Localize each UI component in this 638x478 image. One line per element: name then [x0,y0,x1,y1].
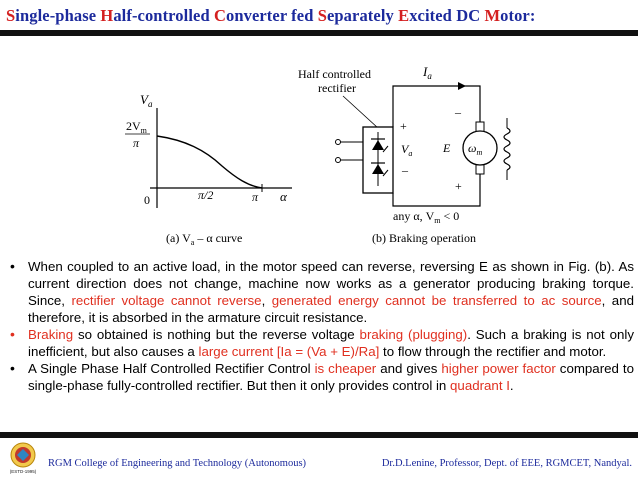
bullet-text: . [509,378,514,393]
emf-minus: – [455,105,461,119]
x-axis-label: α [280,189,287,204]
bullet-text: so obtained is nothing but the reverse voltage [73,327,360,342]
footer [0,440,638,478]
figure-area [0,40,638,250]
bullet-text: , [261,293,272,308]
title-segment: DC [456,6,485,25]
rectifier-label-line2: rectifier [318,81,356,95]
title-segment: E [398,6,410,25]
title-segment: S [317,6,327,25]
figures-svg [0,40,638,250]
title-segment: H [100,6,114,25]
current-label: $I_a$ [423,64,432,81]
title-segment: otor: [500,6,536,25]
highlighted-text: higher power factor [441,361,556,376]
origin-label: 0 [144,193,150,207]
ac-terminal-top [336,140,341,145]
x-tick-pi-half: π/2 [198,188,214,202]
y-top-tick-denominator: π [133,136,140,150]
va-curve [157,136,262,188]
motor-speed-label: $\omega_m$ [468,141,483,157]
bullet-text: . Such a braking is not only inefficient, but also causes a [28,327,634,359]
va-plus: + [400,119,407,133]
bullet-text: When coupled to an active load, in the motor speed can reverse, reversing E as shown in Fig. (b). As current direction does not change, machine now works as a generator producing braking torque. Since, [28,259,634,308]
braking-condition: any α, $V_m < 0$ [393,209,460,225]
y-top-tick-numerator: $2V_m$ [126,119,147,135]
bullet-text: A Single Phase Half Controlled Rectifier Control [28,361,315,376]
emf-plus: + [455,179,462,193]
rectifier-label-leader [343,96,378,128]
logo-estd-text: (ESTD-1995) [9,469,37,474]
title-segment: C [213,6,226,25]
highlighted-text: rectifier voltage cannot reverse [71,293,262,308]
bullet-text: , and therefore, it is absorbed in the armature circuit resistance. [28,293,634,325]
highlighted-text: generated energy cannot be transferred to ac source [271,293,602,308]
bullet-item [8,326,634,360]
title-segment: onverter fed [225,6,318,25]
highlighted-text: Braking [28,327,74,342]
highlighted-text: large current [Ia = (Va + E)/Ra] [198,344,380,359]
title-segment: ingle-phase [15,6,101,25]
dc-bottom-wire [393,174,480,206]
bullet-text: and gives [376,361,442,376]
figure-b-braking-circuit [298,64,510,245]
highlighted-text: quadrant I [450,378,510,393]
bullet-dot-icon: • [10,326,15,342]
title-segment: M [484,6,501,25]
footer-divider [0,432,638,438]
x-tick-pi: π [252,190,259,204]
bullet-item [8,360,634,394]
ac-terminal-bottom [336,158,341,163]
highlighted-text: braking (plugging) [359,327,468,342]
field-winding-icon [504,128,510,170]
footer-author: Dr.D.Lenine, Professor, Dept. of EEE, RGMCET, Nandyal. [381,458,632,469]
footer-college-name: RGM College of Engineering and Technology (Autonomous) [48,458,307,469]
title-segment: alf-controlled [113,6,214,25]
emf-label: E [443,141,451,155]
y-axis-label: $V_a$ [140,92,153,109]
title-segment: S [6,6,16,25]
bullet-dot-icon: • [10,258,15,274]
bullet-text: compared to single-phase fully-controlled rectifier. But then it only provides control in [28,361,634,393]
figure-a-caption: (a) $V_a$ – α curve [166,231,243,247]
bullet-dot-icon: • [10,360,15,376]
title-segment: eparately [326,6,399,25]
college-logo [6,441,40,475]
bullet-item [8,258,634,326]
figure-b-caption: (b) Braking operation [372,231,476,245]
slide-title [6,6,632,26]
highlighted-text: is cheaper [314,361,377,376]
title-divider [0,30,638,36]
rectifier-label-line1: Half controlled [298,67,371,81]
bullet-text: to flow through the rectifier and motor. [379,344,607,359]
bullet-list [8,258,634,394]
figure-a-va-alpha-curve [125,92,292,247]
title-segment: xcited [409,6,457,25]
va-label: $V_a$ [401,142,413,158]
va-minus: – [402,163,408,177]
